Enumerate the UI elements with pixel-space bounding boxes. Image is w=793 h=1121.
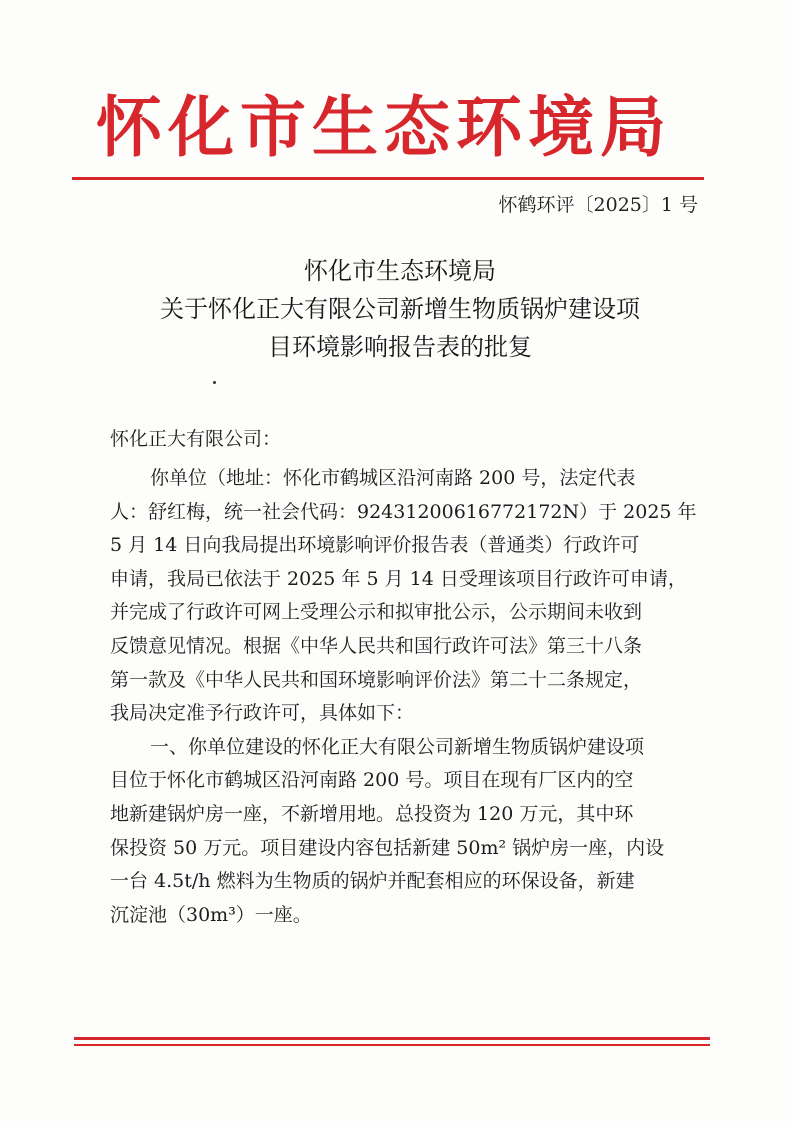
letterhead-red-rule xyxy=(72,177,704,180)
paragraph-1-line: 你单位（地址：怀化市鹤城区沿河南路 200 号，法定代表 xyxy=(150,467,636,489)
scan-speck xyxy=(213,381,216,384)
paragraph-2-line: 保投资 50 万元。项目建设内容包括新建 50m² 锅炉房一座，内设 xyxy=(110,836,665,859)
title-line-1: 怀化市生态环境局 xyxy=(304,257,496,285)
paragraph-2-line: 沉淀池（30m³）一座。 xyxy=(110,903,312,926)
paragraph-2-line: 地新建锅炉房一座，不新增用地。总投资为 120 万元，其中环 xyxy=(110,802,634,825)
footer-red-rule-thick xyxy=(74,1037,710,1040)
paragraph-1-line: 我局决定准予行政许可，具体如下： xyxy=(110,702,415,725)
org-letterhead: 怀化市生态环境局 xyxy=(96,89,672,166)
paragraph-1-line: 反馈意见情况。根据《中华人民共和国行政许可法》第三十八条 xyxy=(110,634,643,657)
document-number: 怀鹤环评〔2025〕1 号 xyxy=(498,194,698,216)
paragraph-2-line: 一、你单位建设的怀化正大有限公司新增生物质锅炉建设项 xyxy=(150,735,645,758)
title-line-2: 关于怀化正大有限公司新增生物质锅炉建设项 xyxy=(160,295,640,323)
document-title xyxy=(100,252,700,366)
paragraph-1-line: 5 月 14 日向我局提出环境影响评价报告表（普通类）行政许可 xyxy=(110,534,640,557)
paragraph-1-line: 并完成了行政许可网上受理公示和拟审批公示，公示期间未收到 xyxy=(110,601,643,624)
paragraph-1-line: 申请，我局已依法于 2025 年 5 月 14 日受理该项目行政许可申请， xyxy=(110,567,687,590)
salutation: 怀化正大有限公司： xyxy=(110,428,282,450)
paragraph-1-line: 第一款及《中华人民共和国环境影响评价法》第二十二条规定， xyxy=(110,668,643,691)
paragraph-2-line: 一台 4.5t/h 燃料为生物质的锅炉并配套相应的环保设备，新建 xyxy=(110,870,635,893)
footer-red-rule-thin xyxy=(74,1044,710,1046)
title-line-3: 目环境影响报告表的批复 xyxy=(268,333,532,361)
paragraph-1-line: 人：舒红梅，统一社会代码：92431200616772172N）于 2025 年 xyxy=(110,500,697,523)
paragraph-2-line: 目位于怀化市鹤城区沿河南路 200 号。项目在现有厂区内的空 xyxy=(110,769,634,792)
document-body xyxy=(110,462,700,932)
